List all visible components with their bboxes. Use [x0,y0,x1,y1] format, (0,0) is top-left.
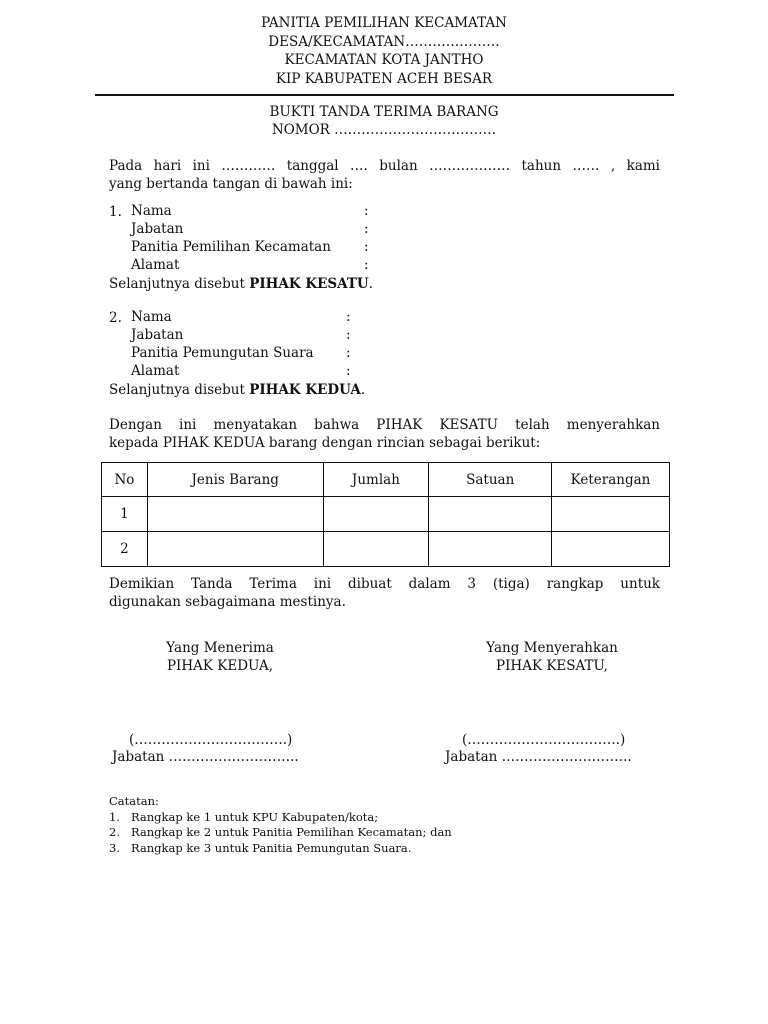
column-header-quantity: Jumlah [323,463,429,497]
party-1-field-address: Alamat [131,257,180,273]
party-2-designation-end: . [360,382,366,398]
party-1-designation-bold: PIHAK KESATU [249,276,369,292]
table-header-row [102,463,670,497]
header-line-3: KECAMATAN KOTA JANTHO [284,52,484,68]
closing-line-2: digunakan sebagaimana mestinya. [109,594,346,610]
party-2-field-position: Jabatan [131,327,184,343]
closing-line-1: Demikian Tanda Terima ini dibuat dalam 3 (tiga) rangkap untuk [109,576,660,592]
table-row [102,532,670,567]
party-2-colon-3: : [346,345,351,361]
signature-right-party: PIHAK KESATU, [496,658,608,674]
party-2-field-address: Alamat [131,363,180,379]
title-line-1: BUKTI TANDA TERIMA BARANG [269,104,499,120]
notes-title: Catatan: [109,794,159,808]
party-1-field-name: Nama [131,203,172,219]
table-row [102,497,670,532]
party-1-designation-prefix: Selanjutnya disebut [109,276,250,292]
items-table [101,462,670,567]
title-line-2: NOMOR ……………………………… [271,122,497,138]
signature-right-heading [452,639,652,675]
party-2-colon-1: : [346,309,351,325]
note-item-text: Rangkap ke 3 untuk Panitia Pemungutan Suara. [131,840,412,855]
table-cell-item-type[interactable] [147,532,323,567]
signature-left-heading [120,639,320,675]
party-2-field-name: Nama [131,309,172,325]
signature-left-position-line: Jabatan ……………………….. [112,749,299,765]
party-2-designation-bold: PIHAK KEDUA [249,382,361,398]
table-cell-unit[interactable] [429,532,552,567]
table-cell-no: 2 [102,532,148,567]
closing-paragraph [109,575,660,611]
table-cell-unit[interactable] [429,497,552,532]
document-title [0,103,768,139]
party-1-field-position: Jabatan [131,221,184,237]
party-1-colon-3: : [364,239,369,255]
intro-line-1: Pada hari ini ………… tanggal …. bulan ……………… tahun …… , kami [109,158,660,174]
table-cell-remarks[interactable] [552,532,670,567]
party-2-field-committee: Panitia Pemungutan Suara [131,345,314,361]
statement-line-1: Dengan ini menyatakan bahwa PIHAK KESATU telah menyerahkan [109,417,660,433]
header-line-4: KIP KABUPATEN ACEH BESAR [275,70,493,87]
note-item-text: Rangkap ke 1 untuk KPU Kabupaten/kota; [131,809,379,824]
header-line-2: DESA/KECAMATAN………………… [268,33,500,50]
note-item [109,841,452,857]
notes-section [109,794,452,856]
signature-right-role: Yang Menyerahkan [486,640,618,656]
document-header [0,14,768,88]
party-1-designation-end: . [368,276,373,292]
party-1-designation [109,275,373,293]
table-cell-quantity[interactable] [323,497,429,532]
statement-line-2: kepada PIHAK KEDUA barang dengan rincian sebagai berikut: [109,435,541,451]
intro-line-2: yang bertanda tangan di bawah ini: [109,176,353,192]
note-item-number: 1. [109,809,120,824]
table-cell-item-type[interactable] [147,497,323,532]
party-2-colon-4: : [346,363,351,379]
note-item [109,810,452,826]
party-1-colon-4: : [364,257,369,273]
column-header-no: No [102,463,148,497]
header-line-1: PANITIA PEMILIHAN KECAMATAN [261,15,507,31]
statement-paragraph [109,416,660,452]
party-1-colon-2: : [364,221,369,237]
signature-right-name-line: (…………………………….) [462,732,626,748]
note-item-number: 2. [109,825,120,839]
column-header-remarks: Keterangan [552,463,670,497]
party-1-colon-1: : [364,203,369,219]
header-divider [95,94,674,96]
intro-paragraph [109,157,660,193]
party-2-designation [109,381,365,399]
signature-left-role: Yang Menerima [166,640,274,656]
party-2-colon-2: : [346,327,351,343]
signature-left-name-line: (…………………………….) [129,732,293,748]
table-cell-no: 1 [102,497,148,532]
column-header-unit: Satuan [429,463,552,497]
table-cell-remarks[interactable] [552,497,670,532]
party-2-designation-prefix: Selanjutnya disebut [109,382,250,398]
note-item-text: Rangkap ke 2 untuk Panitia Pemilihan Kecamatan; dan [131,825,452,839]
party-1-field-committee: Panitia Pemilihan Kecamatan [131,239,331,255]
party-2-number: 2. [109,310,122,326]
table-cell-quantity[interactable] [323,532,429,567]
note-item [109,825,452,841]
party-1-number: 1. [109,204,122,220]
column-header-item-type: Jenis Barang [147,463,323,497]
note-item-number: 3. [109,840,120,855]
signature-right-position-line: Jabatan ……………………….. [445,749,632,765]
signature-left-party: PIHAK KEDUA, [166,658,274,674]
